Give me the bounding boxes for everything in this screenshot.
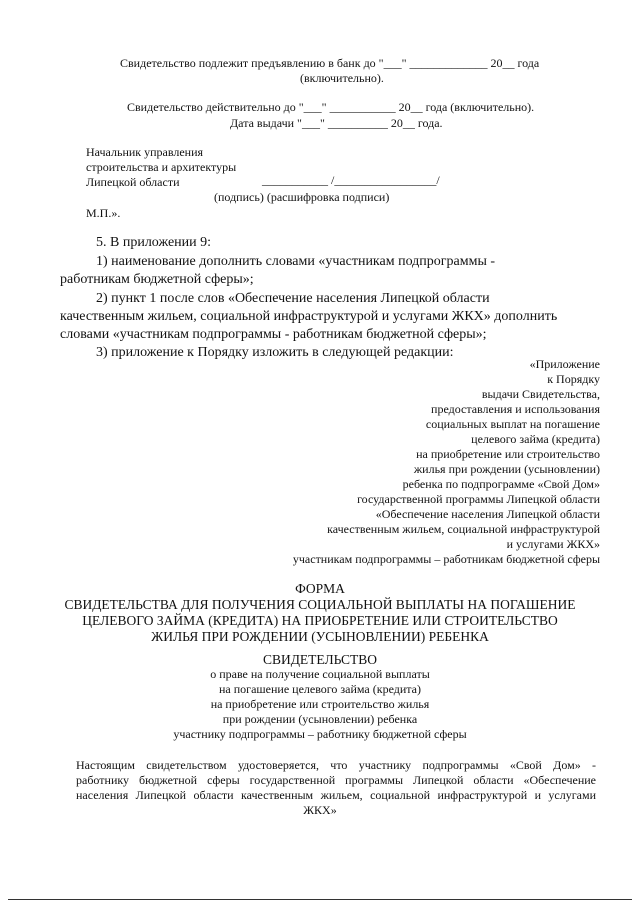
appendix-line: на приобретение или строительство [416, 447, 600, 461]
appendix-line: участникам подпрограммы – работникам бюджетной сферы [292, 552, 600, 566]
appendix-line: качественным жильем, социальной инфраструктурой [327, 522, 600, 536]
certificate-subtitle-line: о праве на получение социальной выплаты [210, 667, 430, 681]
body-text-line: ЖКХ» [303, 803, 337, 817]
item-1-line-b: работникам бюджетной сферы»; [60, 272, 254, 287]
signer-line-3: Липецкой области [86, 175, 180, 189]
body-text-line: Настоящим свидетельством удостоверяется, что участнику подпрограммы «Свой Дом» - [76, 758, 596, 772]
form-title-line: ЖИЛЬЯ ПРИ РОЖДЕНИИ (УСЫНОВЛЕНИИ) РЕБЕНКА [151, 629, 489, 644]
appendix-line: «Обеспечение населения Липецкой области [375, 507, 600, 521]
stamp-mark: М.П.». [86, 206, 121, 220]
valid-line: Свидетельство действительно до "___" ___________ 20__ года (включительно). [127, 100, 535, 114]
appendix-line: и услугами ЖКХ» [506, 537, 600, 551]
bank-line: Свидетельство подлежит предъявлению в банк до "___" _____________ 20__ года [120, 56, 540, 70]
appendix-line: предоставления и использования [431, 402, 600, 416]
form-title-line: ЦЕЛЕВОГО ЗАЙМА (КРЕДИТА) НА ПРИОБРЕТЕНИЕ ИЛИ СТРОИТЕЛЬСТВО [82, 613, 558, 628]
certificate-subtitle-line: на приобретение или строительство жилья [210, 697, 430, 711]
certificate-subtitle-line: при рождении (усыновлении) ребенка [222, 712, 418, 726]
appendix-line: целевого займа (кредита) [471, 432, 600, 446]
item-5-heading: 5. В приложении 9: [96, 235, 212, 250]
item-2-line-b: качественным жильем, социальной инфраструктурой и услугами ЖКХ» дополнить [60, 309, 558, 324]
item-2-line-c: словами «участникам подпрограммы - работникам бюджетной сферы»; [60, 327, 487, 342]
signature-caption: (подпись) (расшифровка подписи) [214, 190, 390, 204]
appendix-line: выдачи Свидетельства, [481, 387, 600, 401]
item-3-line: 3) приложение к Порядку изложить в следующей редакции: [96, 345, 454, 360]
appendix-line: к Порядку [547, 372, 600, 386]
signer-line-2: строительства и архитектуры [86, 160, 237, 174]
page-bottom-rule [8, 899, 632, 900]
appendix-line: «Приложение [529, 357, 600, 371]
body-text-line: населения Липецкой области качественным жильем, социальной инфраструктурой и услугами [76, 788, 596, 802]
body-text-line: работнику бюджетной сферы государственной программы Липецкой области «Обеспечение [76, 773, 596, 787]
certificate-label: СВИДЕТЕЛЬСТВО [262, 652, 378, 667]
bank-line-cont: (включительно). [300, 71, 384, 85]
item-1-line-a: 1) наименование дополнить словами «участникам подпрограммы - [96, 254, 496, 269]
appendix-line: государственной программы Липецкой области [357, 492, 600, 506]
signer-line-1: Начальник управления [86, 145, 204, 159]
item-2-line-a: 2) пункт 1 после слов «Обеспечение населения Липецкой области [96, 291, 490, 306]
appendix-line: ребенка по подпрограмме «Свой Дом» [402, 477, 600, 491]
signature-line: ___________ /_________________/ [262, 173, 440, 187]
certificate-subtitle-line: на погашение целевого займа (кредита) [219, 682, 421, 696]
form-title-line: СВИДЕТЕЛЬСТВА ДЛЯ ПОЛУЧЕНИЯ СОЦИАЛЬНОЙ ВЫПЛАТЫ НА ПОГАШЕНИЕ [64, 597, 576, 612]
appendix-line: социальных выплат на погашение [425, 417, 600, 431]
appendix-line: жилья при рождении (усыновлении) [413, 462, 600, 476]
certificate-subtitle-line: участнику подпрограммы – работнику бюджетной сферы [173, 727, 467, 741]
form-label: ФОРМА [295, 581, 345, 596]
issue-date-line: Дата выдачи "___" __________ 20__ года. [230, 116, 443, 130]
